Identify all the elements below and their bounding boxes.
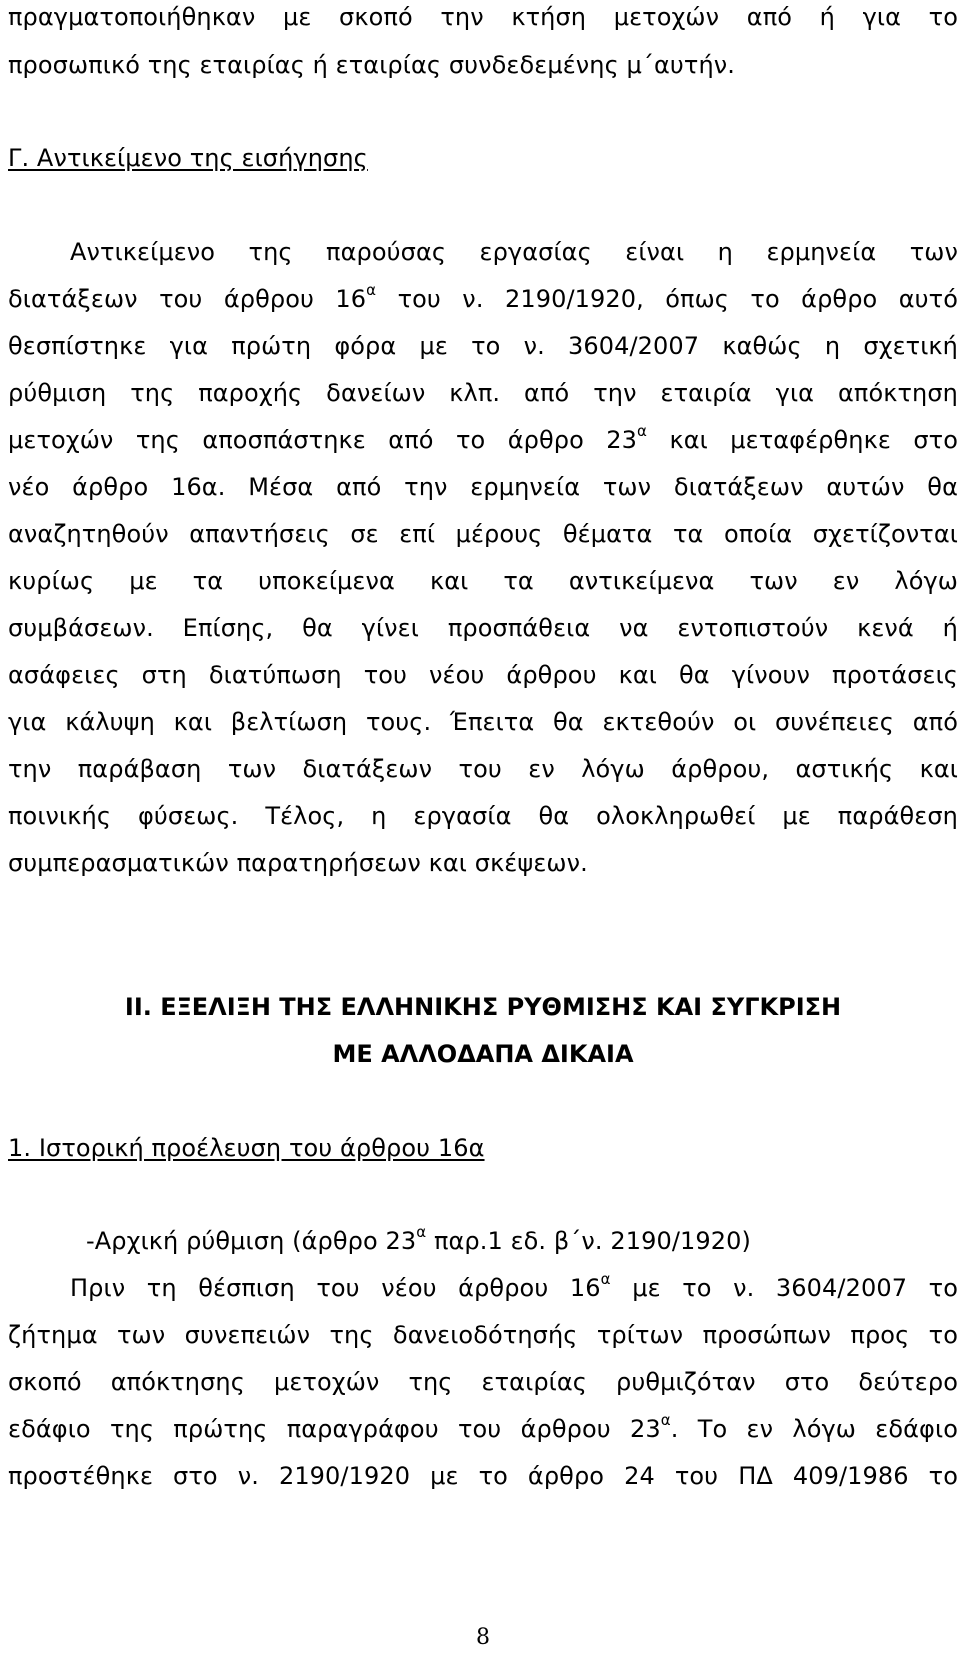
superscript: α [637,422,648,440]
text-run: με το ν. 3604/2007 το [610,1274,958,1302]
superscript: α [600,1270,611,1288]
body-text-line: για κάλυψη και βελτίωση τους. Έπειτα θα εκτεθούν οι συνέπειες από [8,708,958,736]
body-text-line: συμπερασματικών παρατηρήσεων και σκέψεων. [8,849,588,877]
body-text-line: Αντικείμενο της παρούσας εργασίας είναι η ερμηνεία των [70,238,958,266]
page-number: 8 [476,1625,490,1650]
body-text-line: προσωπικό της εταιρίας ή εταιρίας συνδεδεμένης μ΄αυτήν. [8,51,735,79]
text-run: Πριν τη θέσπιση του νέου άρθρου 16 [70,1274,601,1302]
superscript: α [416,1223,427,1241]
sub-heading-line [86,1223,960,1256]
body-text-line: την παράβαση των διατάξεων του εν λόγω άρθρου, αστικής και [8,755,958,783]
body-text-line: σκοπό απόκτησης μετοχών της εταιρίας ρυθμιζόταν στο δεύτερο [8,1368,958,1396]
body-text-line [8,1411,958,1444]
body-text-line: συμβάσεων. Επίσης, θα γίνει προσπάθεια να εντοπιστούν κενά ή [8,614,958,642]
text-run: διατάξεων του άρθρου 16 [8,285,367,313]
body-text-line: ασάφειες στη διατύπωση του νέου άρθρου και θα γίνουν προτάσεις [8,661,958,689]
body-text-line [8,281,958,314]
body-text-line [70,1270,958,1303]
body-text-line: πραγματοποιήθηκαν με σκοπό την κτήση μετοχών από ή για το [8,3,958,31]
body-text-line: θεσπίστηκε για πρώτη φόρα με το ν. 3604/2007 καθώς η σχετική [8,332,958,360]
text-run: και μεταφέρθηκε στο [647,426,958,454]
text-run: παρ.1 εδ. β΄ν. 2190/1920) [426,1227,751,1255]
body-text-line: ρύθμιση της παροχής δανείων κλπ. από την εταιρία για απόκτηση [8,379,958,407]
chapter-title: ΜΕ ΑΛΛΟΔΑΠΑ ΔΙΚΑΙΑ [332,1040,634,1068]
superscript: α [660,1411,671,1429]
body-text-line: αναζητηθούν απαντήσεις σε επί μέρους θέματα τα οποία σχετίζονται [8,520,958,548]
body-text-line: ποινικής φύσεως. Τέλος, η εργασία θα ολοκληρωθεί με παράθεση [8,802,958,830]
text-run: . Το εν λόγω εδάφιο [670,1415,958,1443]
text-run: μετοχών της αποσπάστηκε από το άρθρο 23 [8,426,638,454]
body-text-line: ζήτημα των συνεπειών της δανειοδότησής τρίτων προσώπων προς το [8,1321,958,1349]
text-run: του ν. 2190/1920, όπως το άρθρο αυτό [376,285,958,313]
body-text-line: νέο άρθρο 16α. Μέσα από την ερμηνεία των διατάξεων αυτών θα [8,473,958,501]
section-heading-g: Γ. Αντικείμενο της εισήγησης [8,144,368,172]
body-text-line: κυρίως με τα υποκείμενα και τα αντικείμενα των εν λόγω [8,567,958,595]
text-run: εδάφιο της πρώτης παραγράφου του άρθρου 23 [8,1415,661,1443]
body-text-line: προστέθηκε στο ν. 2190/1920 με το άρθρο 24 του ΠΔ 409/1986 το [8,1462,958,1490]
chapter-title: ΙΙ. ΕΞΕΛΙΞΗ ΤΗΣ ΕΛΛΗΝΙΚΗΣ ΡΥΘΜΙΣΗΣ ΚΑΙ ΣΥΓΚΡΙΣΗ [124,993,842,1021]
subsection-heading: 1. Ιστορική προέλευση του άρθρου 16α [8,1134,485,1162]
text-run: -Αρχική ρύθμιση (άρθρο 23 [86,1227,417,1255]
body-text-line [8,422,958,455]
superscript: α [366,281,377,299]
